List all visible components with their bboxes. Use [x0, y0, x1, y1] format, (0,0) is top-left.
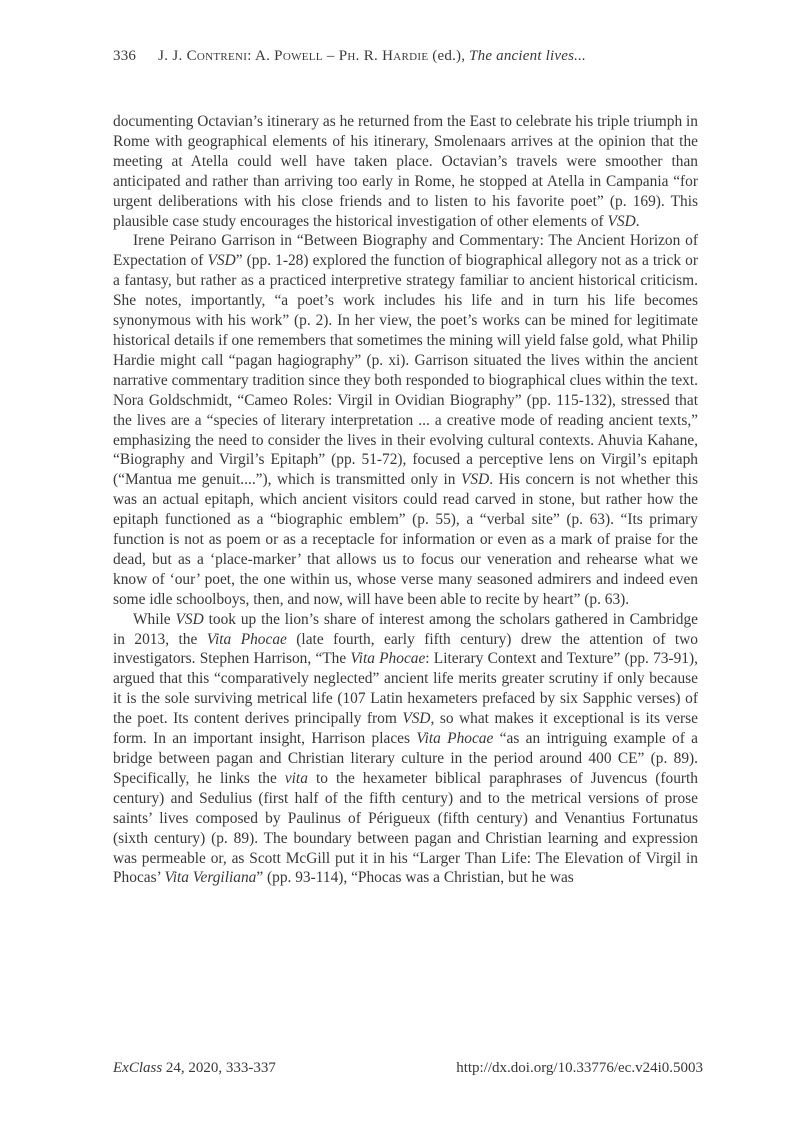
- text-segment: ” (pp. 93-114), “Phocas was a Christian, but he was: [256, 869, 574, 887]
- text-segment: VSD: [175, 610, 204, 628]
- journal-citation: [113, 1060, 276, 1077]
- page-footer: [113, 1060, 703, 1077]
- text-segment: VSD: [607, 212, 636, 230]
- text-segment: ExClass: [113, 1060, 163, 1076]
- text-segment: While: [133, 610, 176, 628]
- text-segment: The ancient lives...: [469, 48, 586, 64]
- paragraph-octavian-itinerary: [113, 112, 698, 231]
- text-segment: ” (pp. 1-28) explored the function of biographical allegory not as a trick or a fantasy, but rather as a practiced interpretive strategy familiar to ancient historical criticism. She notes, importantly, “a poet’s work includes his life and in turn his life becomes synonymous with his work” (p. 2). In her view, the poet’s works can be mined for legitimate historical details if one remembers that sometimes the mining will yield false gold, what Philip Hardie might call “pagan hagiography” (p. xi). Garrison situated the lives within the ancient narrative commentary tradition since they both responded to biographical clues within the text. Nora Goldschmidt, “Cameo Roles: Virgil in Ovidian Biography” (pp. 115-132), stressed that the lives are a “species of literary interpretation ... a creative mode of reading ancient texts,” emphasizing the need to consider the lives in their evolving cultural contexts. Ahuvia Kahane, “Biography and Virgil’s Epitaph” (pp. 51-72), focused a perceptive lens on Virgil’s epitaph (“Mantua me genuit....”), which is transmitted only in: [113, 252, 698, 489]
- doi-text: http://dx.doi.org/10.33776/ec.v24i0.5003: [456, 1060, 703, 1076]
- text-segment: documenting Octavian’s itinerary as he returned from the East to celebrate his triple triumph in Rome with geographical elements of his itinerary, Smolenaars arrives at the opinion that the meeting at Atella could well have taken place. Octavian’s travels were smoother than anticipated and rather than arriving too early in Rome, he stopped at Atella in Campania “for urgent deliberations with his close friends and to listen to his favorite poet” (p. 169). This plausible case study encourages the historical investigation of other elements of: [113, 113, 698, 230]
- text-segment: Vita Phocae: [350, 650, 426, 668]
- text-segment: VSD: [207, 252, 236, 270]
- text-segment: took up the lion’s share of interest among the scholars gathered in Cambridge in 2013, the: [113, 610, 699, 648]
- text-segment: “as an intriguing example of a bridge between pagan and Christian literary culture in the period around 400 CE” (p. 89). Specifically, he links the: [113, 730, 698, 787]
- text-segment: (late fourth, early fifth century) drew the attention of two investigators. Stephen Harrison, “The: [113, 630, 698, 668]
- text-segment: (ed.),: [428, 48, 470, 64]
- text-segment: VSD: [461, 471, 490, 489]
- paragraph-vita-phocae: [113, 610, 698, 889]
- review-body: [113, 112, 698, 888]
- page-number: 336: [113, 48, 137, 64]
- text-segment: Irene Peirano Garrison in “Between Biography and Commentary: The Ancient Horizon of Expectation of: [113, 232, 698, 270]
- text-segment: 24, 2020, 333-337: [162, 1060, 276, 1076]
- text-segment: Vita Phocae: [206, 630, 287, 648]
- text-segment: , so what makes it exceptional is its verse form. In an important insight, Harrison places: [113, 710, 698, 748]
- running-head-title: [158, 48, 586, 64]
- text-segment: Vita Vergiliana: [164, 869, 257, 887]
- text-segment: . His concern is not whether this was an actual epitaph, which ancient visitors could read carved in stone, but rather how the epitaph functioned as a “biographic emblem” (p. 55), a “verbal site” (p. 63). “Its primary function is not as poem or as a receptacle for information or even as a mark of praise for the dead, but as a ‘place-marker’ that allows us to focus our veneration and rehearse what we know of ‘our’ poet, the one within us, whose verse many seasoned admirers and indeed even some idle schoolboys, then, and now, will have been able to recite by heart” (p. 63).: [113, 471, 698, 608]
- text-segment: J. J. Contreni: A. Powell – Ph. R. Hardie: [158, 48, 429, 64]
- paragraph-garrison-goldschmidt-kahane: [113, 231, 698, 609]
- text-segment: : Literary Context and Texture” (pp. 73-91), argued that this “comparatively neglected” ancient life merits greater scrutiny if only because it is the sole surviving metrical life (107 Latin hexameters prefaced by six Sapphic verses) of the poet. Its content derives principally from: [113, 650, 698, 728]
- text-segment: .: [635, 212, 640, 230]
- running-header: [113, 48, 700, 65]
- text-segment: VSD: [402, 710, 431, 728]
- text-segment: Vita Phocae: [416, 730, 494, 748]
- text-segment: vita: [284, 769, 308, 787]
- text-segment: to the hexameter biblical paraphrases of Juvencus (fourth century) and Sedulius (first half of the fifth century) and to the metrical versions of prose saints’ lives composed by Paulinus of Périgueux (fifth century) and Venantius Fortunatus (sixth century) (p. 89). The boundary between pagan and Christian learning and expression was permeable or, as Scott McGill put it in his “Larger Than Life: The Elevation of Virgil in Phocas’: [113, 769, 698, 887]
